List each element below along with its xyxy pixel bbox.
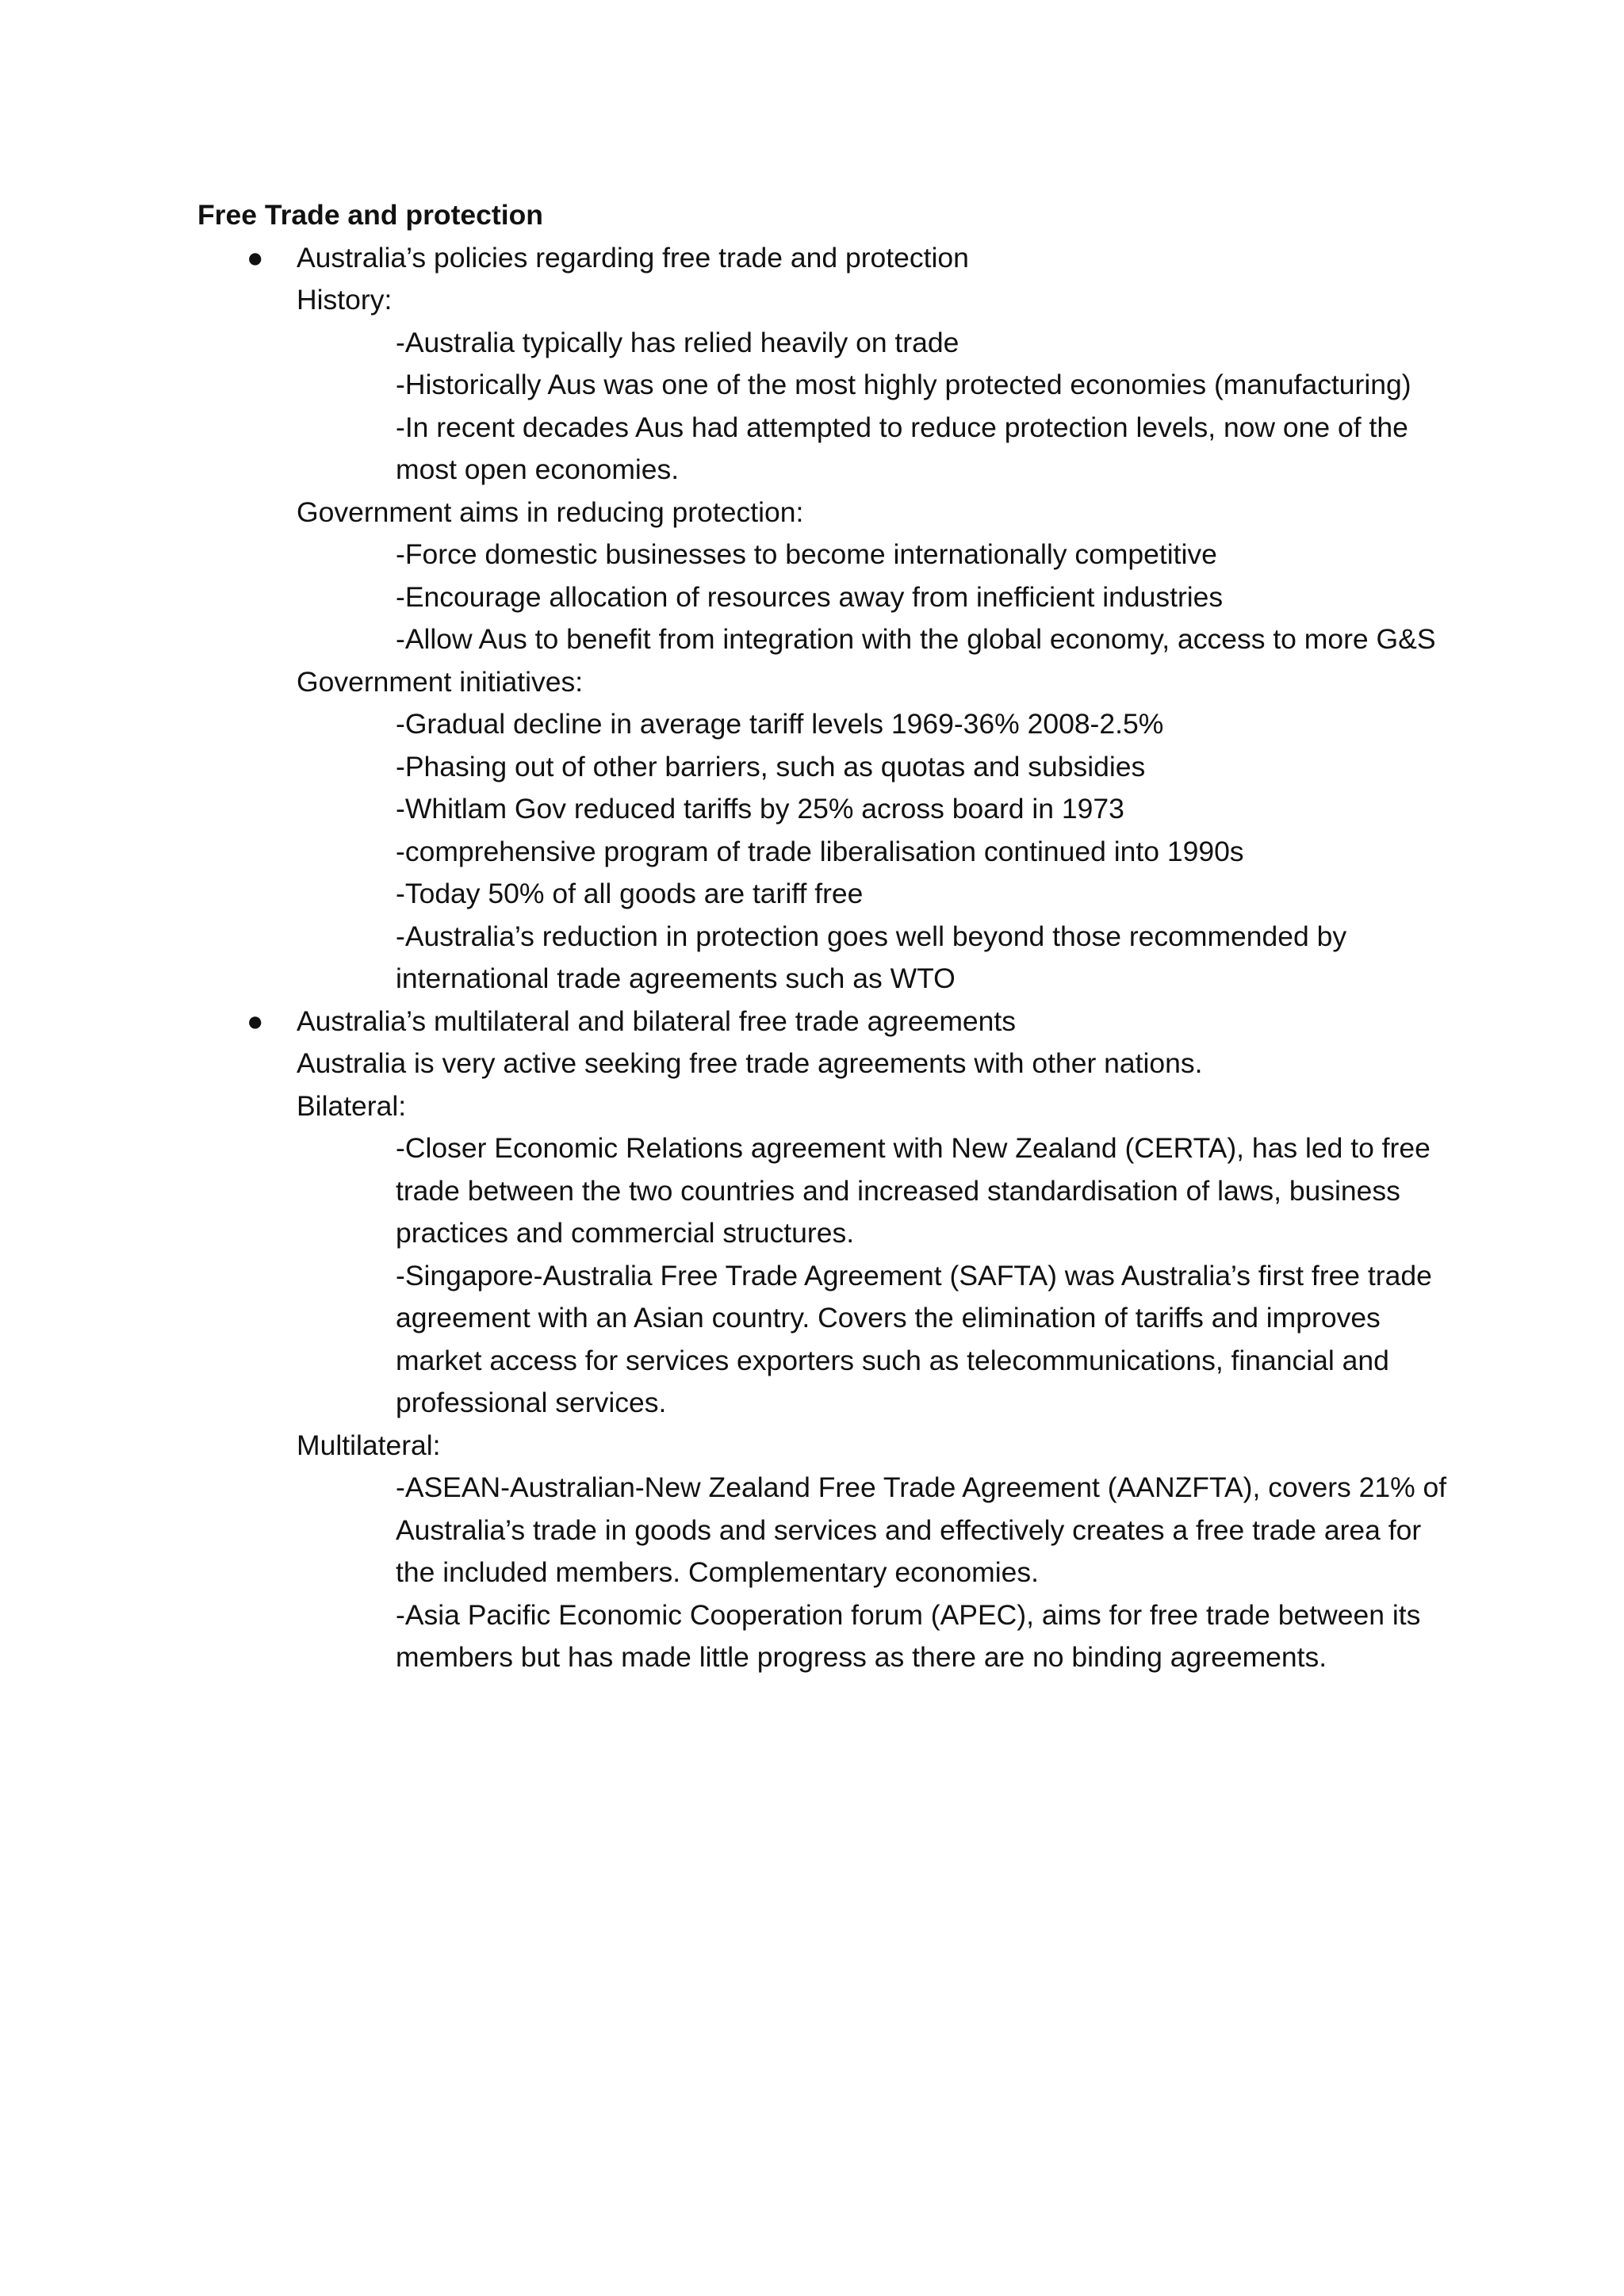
section-heading: Australia’s policies regarding free trade and protection xyxy=(297,241,969,274)
item-line: -Australia typically has relied heavily on trade xyxy=(396,326,959,358)
list-item xyxy=(396,407,1434,492)
item-line: trade between the two countries and increased standardisation of laws, business xyxy=(396,1174,1400,1207)
list-item xyxy=(396,746,1434,789)
list-item xyxy=(396,1255,1434,1425)
item-line: -Gradual decline in average tariff levels 1969-36% 2008-2.5% xyxy=(396,708,1164,740)
item-line: -Allow Aus to benefit from integration with the global economy, access to more G&S xyxy=(396,623,1436,655)
group-label: Government aims in reducing protection: xyxy=(297,496,804,528)
list-item xyxy=(396,1594,1434,1679)
item-line: -ASEAN-Australian-New Zealand Free Trade Agreement (AANZFTA), covers 21% of xyxy=(396,1471,1447,1503)
item-line: -Whitlam Gov reduced tariffs by 25% across board in 1973 xyxy=(396,793,1124,825)
list-item xyxy=(396,576,1434,619)
group-items xyxy=(297,1467,1447,1679)
item-line: -Closer Economic Relations agreement with New Zealand (CERTA), has led to free xyxy=(396,1132,1431,1164)
bullet-icon: ● xyxy=(247,1004,264,1037)
list-item xyxy=(396,916,1434,1001)
list-item xyxy=(396,322,1434,365)
item-line: Australia’s trade in goods and services and effectively creates a free trade area for xyxy=(396,1513,1422,1546)
group-label: History: xyxy=(297,284,393,316)
item-line: -In recent decades Aus had attempted to reduce protection levels, now one of the xyxy=(396,411,1408,443)
item-line: -Australia’s reduction in protection goes well beyond those recommended by xyxy=(396,920,1347,952)
item-line: -Historically Aus was one of the most highly protected economies (manufacturing) xyxy=(396,369,1411,400)
item-line: the included members. Complementary economies. xyxy=(396,1556,1039,1588)
list-item xyxy=(396,703,1434,746)
sections-container xyxy=(197,237,1447,1679)
list-item xyxy=(396,364,1434,407)
item-line: -Asia Pacific Economic Cooperation forum (APEC), aims for free trade between its xyxy=(396,1598,1421,1631)
section-heading: Australia’s multilateral and bilateral free trade agreements xyxy=(297,1004,1017,1037)
section-intro: Australia is very active seeking free trade agreements with other nations. xyxy=(297,1047,1203,1079)
section-1 xyxy=(197,237,1434,1001)
item-line: -Phasing out of other barriers, such as quotas and subsidies xyxy=(396,750,1146,783)
list-item xyxy=(396,618,1434,661)
group-items xyxy=(297,322,1434,492)
list-item xyxy=(396,831,1434,874)
list-item xyxy=(396,873,1434,916)
group-label: Multilateral: xyxy=(297,1429,441,1461)
item-line: most open economies. xyxy=(396,453,680,485)
item-line: -Force domestic businesses to become internationally competitive xyxy=(396,538,1217,570)
list-item xyxy=(396,1467,1447,1594)
section-2 xyxy=(197,1001,1447,1679)
item-line: -Today 50% of all goods are tariff free xyxy=(396,878,864,909)
item-line: -Singapore-Australia Free Trade Agreement (SAFTA) was Australia’s first free trade xyxy=(396,1259,1432,1292)
item-line: international trade agreements such as WTO xyxy=(396,962,956,994)
item-line: -Encourage allocation of resources away from inefficient industries xyxy=(396,580,1224,613)
group-label: Bilateral: xyxy=(297,1089,407,1122)
item-line: professional services. xyxy=(396,1387,667,1418)
document-body xyxy=(197,194,1447,1679)
item-line: members but has made little progress as there are no binding agreements. xyxy=(396,1641,1327,1673)
group-items xyxy=(297,534,1434,661)
group-items xyxy=(297,703,1434,1001)
item-line: market access for services exporters such as telecommunications, financial and xyxy=(396,1344,1389,1376)
document-title: Free Trade and protection xyxy=(197,199,543,231)
list-item xyxy=(396,788,1434,831)
item-line: practices and commercial structures. xyxy=(396,1217,855,1249)
group-items xyxy=(297,1127,1434,1425)
list-item xyxy=(396,1127,1434,1255)
list-item xyxy=(396,534,1434,576)
item-line: -comprehensive program of trade liberalisation continued into 1990s xyxy=(396,835,1244,867)
group-label: Government initiatives: xyxy=(297,665,584,698)
bullet-icon: ● xyxy=(247,241,264,274)
item-line: agreement with an Asian country. Covers the elimination of tariffs and improves xyxy=(396,1302,1381,1334)
